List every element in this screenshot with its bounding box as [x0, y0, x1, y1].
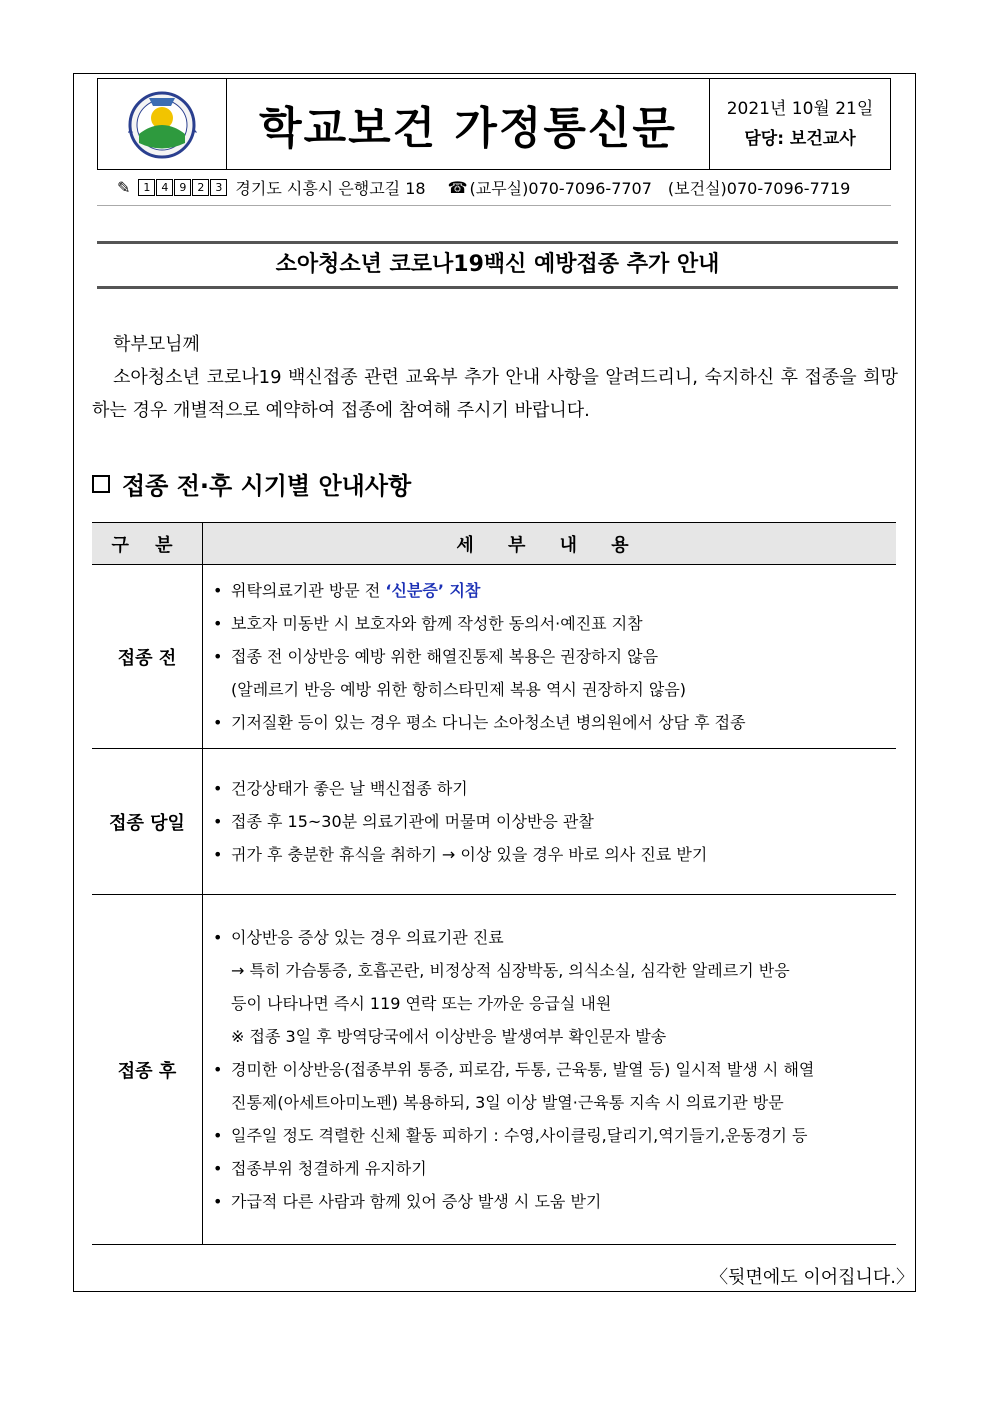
phone-office: (교무실)070-7096-7707 [469, 179, 652, 198]
phone-book-icon: ✎ [117, 178, 131, 197]
list-item [213, 1053, 888, 1086]
guidance-table [92, 522, 896, 1245]
highlight-text: ‘신분증’ 지참 [385, 581, 481, 600]
date-cell [710, 79, 890, 169]
item-text: 접종 후 15~30분 의료기관에 머물며 이상반응 관찰 [231, 812, 594, 831]
street-address: 경기도 시흥시 은행고길 18 [235, 179, 426, 198]
item-text: 일주일 정도 격렬한 신체 활동 피하기 : 수영,사이클링,달리기,역기들기,운동경기 등 [231, 1126, 808, 1145]
list-item [213, 1086, 888, 1119]
row-category: 접종 후 [92, 895, 203, 1245]
list-item [213, 1185, 888, 1218]
zip-digit: 3 [210, 179, 227, 196]
row-category: 접종 당일 [92, 749, 203, 895]
address-line [117, 176, 877, 199]
list-item [213, 921, 888, 954]
intro-body: 소아청소년 코로나19 백신접종 관련 교육부 추가 안내 사항을 알려드리니, 숙지하신 후 접종을 희망하는 경우 개별적으로 예약하여 접종에 참여해 주시기 바랍니다. [92, 367, 898, 421]
greeting: 학부모님께 [113, 334, 200, 355]
header-details: 세 부 내 용 [203, 523, 897, 565]
subject-title: 소아청소년 코로나19백신 예방접종 추가 안내 [275, 252, 720, 277]
detail-list [213, 921, 888, 1218]
table-row [92, 565, 896, 749]
section-heading-text: 접종 전·후 시기별 안내사항 [122, 472, 412, 500]
school-logo [98, 79, 227, 169]
table-row [92, 895, 896, 1245]
bullet-icon: • [213, 1060, 223, 1079]
list-item [213, 772, 888, 805]
bullet-icon: • [213, 1192, 223, 1211]
continued-note: 〈뒷면에도 이어집니다.〉 [710, 1267, 914, 1288]
bullet-icon: • [213, 647, 223, 666]
bullet-icon: • [213, 713, 223, 732]
item-text: → 특히 가슴통증, 호흡곤란, 비정상적 심장박동, 의식소실, 심각한 알레르기 반응 [231, 961, 790, 980]
row-details [203, 565, 897, 749]
item-text: 접종 전 이상반응 예방 위한 해열진통제 복용은 권장하지 않음 [231, 647, 659, 666]
list-item [213, 574, 888, 607]
newsletter-title: 학교보건 가정통신문 [259, 103, 677, 154]
item-text: 가급적 다른 사람과 함께 있어 증상 발생 시 도움 받기 [231, 1192, 602, 1211]
item-text: 경미한 이상반응(접종부위 통증, 피로감, 두통, 근육통, 발열 등) 일시적 발생 시 해열 [231, 1060, 815, 1079]
bullet-icon: • [213, 581, 223, 600]
table-row [92, 749, 896, 895]
newsletter-header [97, 78, 891, 170]
divider [97, 286, 898, 289]
intro-paragraph [92, 328, 898, 427]
item-text: 건강상태가 좋은 날 백신접종 하기 [231, 779, 468, 798]
item-text: ※ 접종 3일 후 방역당국에서 이상반응 발생여부 확인문자 발송 [231, 1027, 667, 1046]
issue-date: 2021년 10월 21일 [726, 99, 874, 119]
title-cell [227, 79, 710, 169]
list-item [213, 1020, 888, 1053]
item-text: 이상반응 증상 있는 경우 의료기관 진료 [231, 928, 504, 947]
bullet-icon: • [213, 928, 223, 947]
list-item [213, 673, 888, 706]
item-text: 보호자 미동반 시 보호자와 함께 작성한 동의서·예진표 지참 [231, 614, 643, 633]
bullet-icon: • [213, 1126, 223, 1145]
row-details [203, 895, 897, 1245]
staff-in-charge: 담당: 보건교사 [744, 129, 856, 149]
telephone-icon: ☎ [447, 178, 468, 197]
square-box-icon [92, 475, 110, 493]
bullet-icon: • [213, 812, 223, 831]
item-text: (알레르기 반응 예방 위한 항히스타민제 복용 역시 권장하지 않음) [231, 680, 687, 699]
list-item [213, 640, 888, 673]
row-details [203, 749, 897, 895]
list-item [213, 987, 888, 1020]
zip-digit: 9 [174, 179, 191, 196]
phone-health: (보건실)070-7096-7719 [667, 179, 851, 198]
zip-code [138, 179, 227, 196]
table-header-row [92, 523, 896, 565]
bullet-icon: • [213, 845, 223, 864]
row-category: 접종 전 [92, 565, 203, 749]
item-text: 접종부위 청결하게 유지하기 [231, 1159, 427, 1178]
section-heading [92, 466, 411, 501]
divider [97, 205, 891, 206]
list-item [213, 706, 888, 739]
item-text: 진통제(아세트아미노펜) 복용하되, 3일 이상 발열·근육통 지속 시 의료기관 방문 [231, 1093, 784, 1112]
zip-digit: 1 [138, 179, 155, 196]
bullet-icon: • [213, 1159, 223, 1178]
zip-digit: 4 [156, 179, 173, 196]
list-item [213, 838, 888, 871]
bullet-icon: • [213, 779, 223, 798]
list-item [213, 805, 888, 838]
item-text: 위탁의료기관 방문 전 [231, 581, 386, 600]
item-text: 귀가 후 충분한 휴식을 취하기 → 이상 있을 경우 바로 의사 진료 받기 [231, 845, 708, 864]
detail-list [213, 772, 888, 871]
list-item [213, 1119, 888, 1152]
list-item [213, 607, 888, 640]
list-item [213, 954, 888, 987]
school-emblem-icon [119, 88, 205, 160]
item-text: 등이 나타나면 즉시 119 연락 또는 가까운 응급실 내원 [231, 994, 612, 1013]
list-item [213, 1152, 888, 1185]
bullet-icon: • [213, 614, 223, 633]
detail-list [213, 574, 888, 739]
header-category: 구 분 [92, 523, 203, 565]
divider [97, 241, 898, 244]
item-text: 기저질환 등이 있는 경우 평소 다니는 소아청소년 병의원에서 상담 후 접종 [231, 713, 746, 732]
zip-digit: 2 [192, 179, 209, 196]
